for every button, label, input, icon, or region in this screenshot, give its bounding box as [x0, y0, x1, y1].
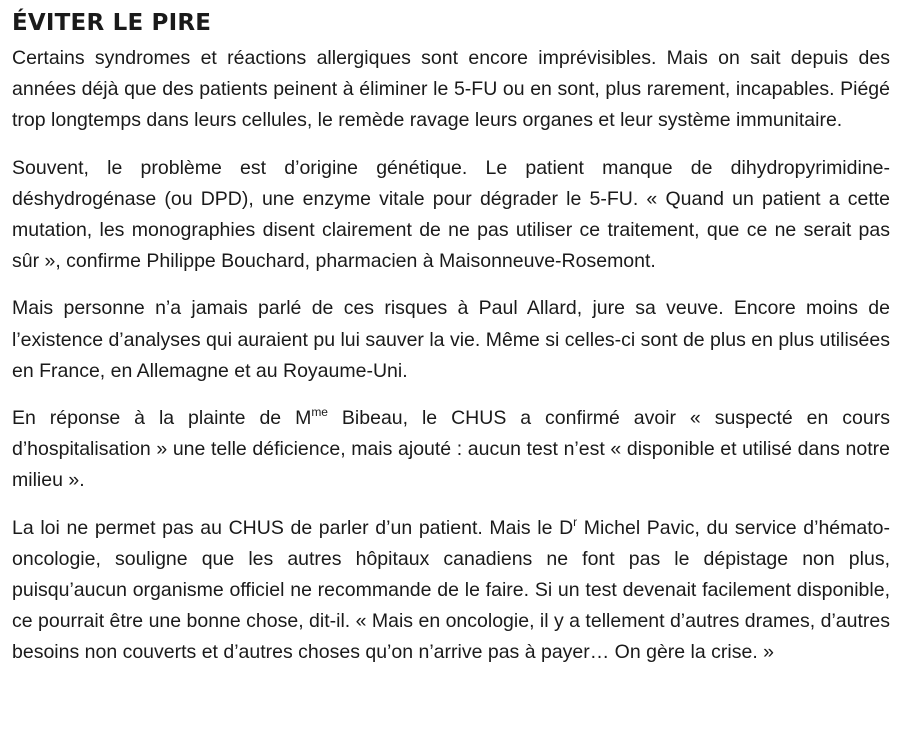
abbreviation-superscript-me: me — [311, 405, 328, 420]
paragraph-1: Certains syndromes et réactions allergiques sont encore imprévisibles. Mais on sait depuis des années déjà que des patients peinent à éliminer le 5-FU ou en sont, plus rarement, incapables. Piégé trop longtemps dans leurs cellules, le remède ravage leurs organes et leur système immunitaire. — [12, 47, 890, 132]
paragraph-4 — [12, 403, 890, 497]
paragraph-4-start: En réponse à la plainte de M — [12, 407, 312, 430]
paragraph-2: Souvent, le problème est d’origine génétique. Le patient manque de dihydropyrimidine-déshydrogénase (ou DPD), une enzyme vitale pour dégrader le 5-FU. « Quand un patient a cette mutation, les monographies disent clairement de ne pas utiliser ce traitement, que ce ne serait pas sûr », confirme Philippe Bouchard, pharmacien à Maisonneuve-Rosemont. — [12, 156, 890, 273]
paragraph-5 — [12, 513, 890, 669]
paragraph-4-end: Bibeau, le CHUS a confirmé avoir « suspecté en cours d’hospitalisation » une telle déficience, mais ajouté : aucun test n’est « disponible et utilisé dans notre milieu ». — [12, 407, 890, 492]
paragraph-3: Mais personne n’a jamais parlé de ces risques à Paul Allard, jure sa veuve. Encore moins de l’existence d’analyses qui auraient pu lui sauver la vie. Même si celles-ci sont de plus en plus utilisées en France, en Allemagne et au Royaume-Uni. — [12, 297, 890, 382]
article — [12, 0, 890, 685]
paragraph-5-start: La loi ne permet pas au CHUS de parler d’un patient. Mais le D — [12, 516, 574, 539]
paragraph-5-end: Michel Pavic, du service d’hémato-oncologie, souligne que les autres hôpitaux canadiens ne font pas le dépistage non plus, puisqu’aucun organisme officiel ne recommande de le faire. Si un test devenait facilement disponible, ce pourrait être une bonne chose, dit-il. « Mais en oncologie, il y a tellement d’autres drames, d’autres besoins non couverts et d’autres choses qu’on n’arrive pas à payer… On gère la crise. » — [12, 516, 890, 664]
section-heading: ÉVITER LE PIRE — [12, 10, 212, 36]
abbreviation-superscript-r: r — [573, 514, 578, 529]
